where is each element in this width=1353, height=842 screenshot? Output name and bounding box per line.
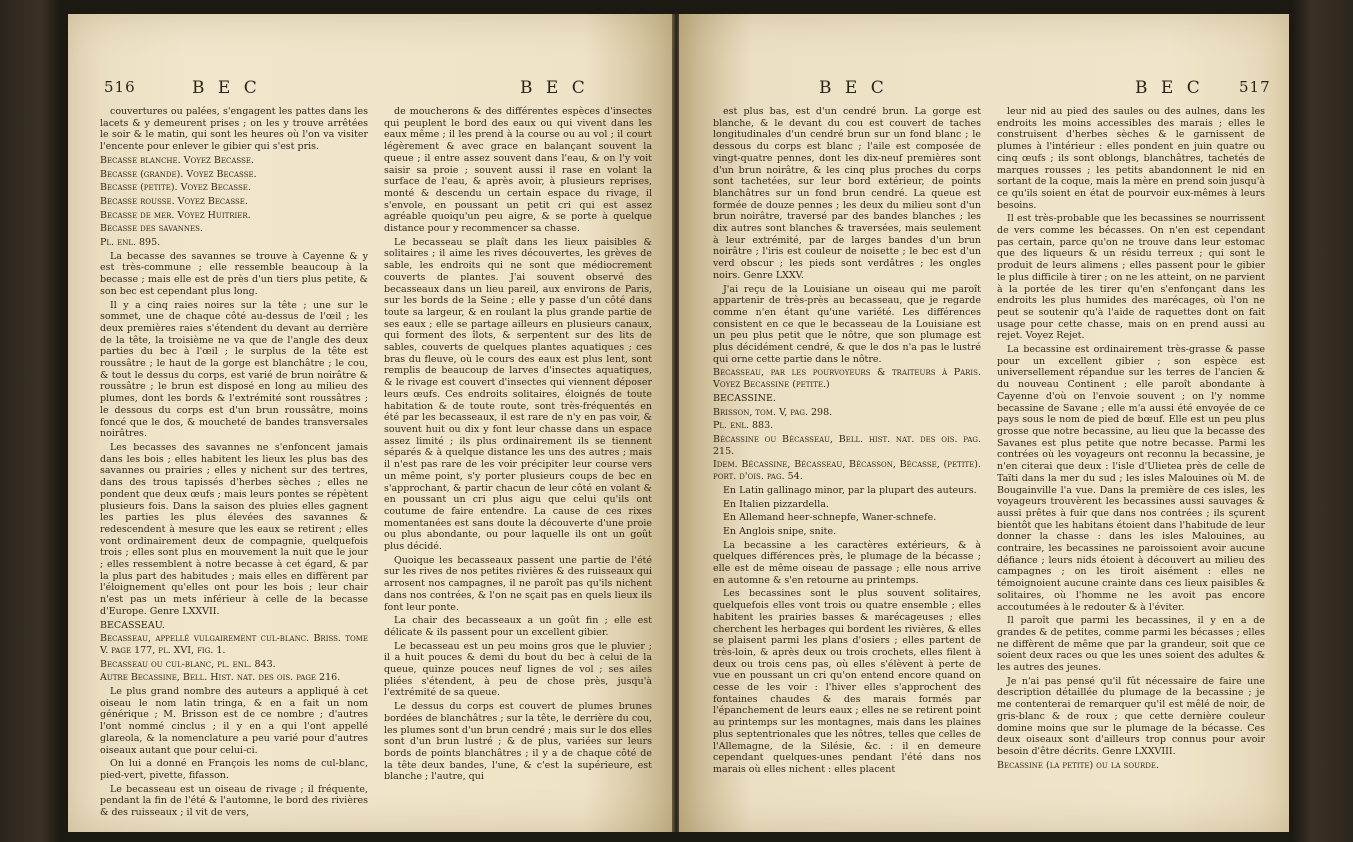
paragraph: Becassine (la petite) ou la sourde. xyxy=(997,759,1160,771)
paragraph: Le becasseau se plaît dans les lieux paisibles & solitaires ; il aime les rives découvertes, les grèves de sable, les endroits qui ne sont que médiocrement couverts de plantes. J'ai souvent observé des becasseaux dans un lieu pareil, aux environs de Paris, sur les bords de la Seine ; elle y passe d'un côté dans toute sa largeur, & en roulant la plus grande partie de ses eaux ; elle se partage ailleurs en plusieurs canaux, qui forment des îlots, & serpentent sur des lits de sables, couverts de quelques plantes aquatiques ; ces bras du fleuve, où le cours des eaux est plus lent, sont remplis de beaucoup de larves d'insectes aquatiques, & le rivage est couvert d'insectes qui viennent déposer leurs œufs. Ces endroits solitaires, éloignés de toute habitation & de toute route, sont très-fréquentés en été par les becasseaux, il est rare de n'y en pas voir, & souvent huit ou dix y font leur chasse dans un espace assez limité ; ils plus ordinairement ils se tiennent séparés & à quelque distance les uns des autres ; mais il n'est pas rare de les voir précipiter leur course vers un même point, s'y porter plusieurs coups de bec en s'approchant, & partir chacun de leur côté en volant & en poussant un cri plus aigu que celui qu'ils ont coutume de faire entendre. La cause de ces rixes momentanées est sans doute la découverte d'une proie ou plus abondante, ou pour laquelle ils ont un goût plus décidé. xyxy=(384,236,652,553)
header-right-word-1: B E C xyxy=(819,78,888,98)
paragraph: La chair des becasseaux a un goût fin ; elle est délicate & ils passent pour un excellent gibier. xyxy=(384,615,652,638)
paragraph: Becasse des savannes. xyxy=(100,223,203,235)
left-page xyxy=(68,14,674,832)
paragraph: Becasseau ou cul-blanc, pl. enl. 843. xyxy=(100,658,276,670)
right-page-column-2 xyxy=(997,106,1265,773)
paragraph: Becasse (grande). Voyez Becasse. xyxy=(100,168,257,180)
paragraph: En Allemand heer-schnepfe, Waner-schnefe. xyxy=(723,512,937,524)
paragraph: Becasse (petite). Voyez Becasse. xyxy=(100,182,251,194)
paragraph: Becasse blanche. Voyez Becasse. xyxy=(100,154,254,166)
paragraph: Idem. Bécassine, Bécasseau, Bécasson, Bécasse, (petite). port. d'ois. pag. 54. xyxy=(713,459,981,483)
header-left-word-2: B E C xyxy=(520,78,589,98)
paragraph: BECASSINE. xyxy=(713,392,776,404)
paragraph: La becassine a les caractères extérieurs, & à quelques différences près, le plumage de la bécasse ; elle est de même oiseau de passage ; elle nous arrive en automne & s'en retourne au printemps. xyxy=(713,539,981,586)
paragraph: couvertures ou palées, s'engagent les pattes dans les lacets & y demeurent prises ; on les y trouve arrêtées le soir & le matin, qui sont les heures où l'on va visiter l'encente pour enlever le gibier qui s'est pris. xyxy=(100,106,368,153)
paragraph: Brisson, tom. V, pag. 298. xyxy=(713,406,833,418)
paragraph: Il y a cinq raies noires sur la tête ; une sur le sommet, une de chaque côté au-dessus de l'œil ; les deux premières raies s'étendent du devant au derrière de la tête, la troisième ne va que de l'angle des deux parties du bec à l'œil ; le surplus de la tête est roussâtre ; le haut de la gorge est blanchâtre ; le cou, & tout le dessus du corps, est varié de brun noirâtre & roussâtre ; le brun est disposé en long au milieu des plumes, dont les bords & l'extrémité sont roussâtres ; le dessous du corps est d'un brun roussâtre, moins foncé que le dos, & moucheté de bandes transversales noirâtres. xyxy=(100,299,368,440)
paragraph: La becassine est ordinairement très-grasse & passe pour un excellent gibier ; son espèce est universellement répandue sur les terres de l'ancien & du nouveau Continent ; elle paroît abondante à Cayenne d'où on l'envoie souvent ; on l'y nomme becassine de Savane ; elle m'a aussi été envoyée de ce pays sous le nom de pied de bœuf. Elle est un peu plus grosse que notre becassine, au lieu que la becasse des Savanes est plus petite que notre becasse. Parmi les contrées où les voyageurs ont reconnu la becassine, je n'en citerai que deux : l'isle d'Ulietea près de celle de Taïti dans la mer du sud ; les isles Malouines où M. de Bougainville l'a vue. Dans la première de ces isles, les voyageurs trouvèrent les becassines aussi sauvages & aussi prêtes à fuir que dans nos contrées ; ils sçurent bientôt que les habitans étoient dans l'habitude de leur donner la chasse : dans les isles Malouines, au contraire, les becassines ne paroissoient avoir aucune défiance ; leurs nids étoient à découvert au milieu des campagnes ; on les tiroit aisément : elles ne témoignoient aucune crainte dans ces lieux paisibles & solitaires, où l'homme ne les avoit pas encore accoutumées à le redouter & à l'éviter. xyxy=(997,344,1265,613)
paragraph: Pl. enl. 883. xyxy=(713,420,774,432)
paragraph: Il est très-probable que les becassines se nourrissent de vers comme les bécasses. On n'en est cependant pas certain, parce qu'on ne trouve dans leur estomac que des liqueurs & un résidu terreux ; qui sont le produit de leurs alimens ; elles passent pour le gibier le plus difficile à tirer ; on ne les atteint, on ne parvient à la portée de les tirer qu'en s'enfonçant dans les endroits les plus humides des marécages, où l'on ne peut se soutenir qu'à l'aide de raquettes dont on fait usage pour cette chasse, mais on en prend aussi au rejet. Voyez Rejet. xyxy=(997,213,1265,342)
paragraph: leur nid au pied des saules ou des aulnes, dans les endroits les moins accessibles des marais ; elles le construisent d'herbes sèches & le garnissent de plumes à l'intérieur : elles pondent en juin quatre ou cinq œufs ; ils sont oblongs, blanchâtres, tachetés de marques rousses ; les petits abandonnent le nid en sortant de la coque, mais la mère en prend soin jusqu'à ce qu'ils soient en état de pourvoir eux-mêmes à leurs besoins. xyxy=(997,106,1265,211)
paragraph: Le becasseau est un oiseau de rivage ; il fréquente, pendant la fin de l'été & l'automne, le bord des rivières & des ruisseaux ; il vit de vers, xyxy=(100,783,368,819)
paragraph: Pl. enl. 895. xyxy=(100,237,161,249)
paragraph: La becasse des savannes se trouve à Cayenne & y est très-commune ; elle ressemble beaucoup à la becasse ; mais elle est de près d'un tiers plus petite, & son bec est cependant plus long. xyxy=(100,250,368,297)
header-right-word-2: B E C xyxy=(1135,78,1204,98)
paragraph: J'ai reçu de la Louisiane un oiseau qui me paroît appartenir de très-près au becasseau, que je regarde comme n'en étant qu'une variété. Les différences consistent en ce que le becasseau de la Louisiane est un peu plus petit que le nôtre, que son plumage est plus décidément cendré, & que le dos n'a pas le lustré qui orne cette partie dans le nôtre. xyxy=(713,283,981,365)
paragraph: Le dessus du corps est couvert de plumes brunes bordées de blanchâtres ; sur la tête, le derrière du cou, les plumes sont d'un brun cendré ; mais sur le dos elles sont d'un brun lustré ; & de plus, variées sur leurs bords de points blanchâtres ; il y a de chaque côté de la tête deux bandes, l'une, & c'est la supérieure, est blanche ; l'autre, qui xyxy=(384,701,652,783)
paragraph: On lui a donné en François les noms de cul-blanc, pied-vert, pivette, fifasson. xyxy=(100,758,368,781)
paragraph: Quoique les becasseaux passent une partie de l'été sur les rives de nos petites rivières & des ruisseaux qui arrosent nos campagnes, il ne paroît pas qu'ils nichent dans nos contrées, & l'on ne sçait pas en quels lieux ils font leur ponte. xyxy=(384,554,652,613)
right-page-column-1 xyxy=(713,106,981,778)
paragraph: est plus bas, est d'un cendré brun. La gorge est blanche, & le devant du cou est couvert de taches longitudinales d'un cendré brun sur un fond blanc ; le dessous du corps est blanc ; l'aile est composée de vingt-quatre pennes, dont les dix-neuf premières sont d'un brun noirâtre, & les cinq plus proches du corps sont tachetées, sur leur bord extérieur, de points blanchâtres sur un fond brun cendré. La queue est formée de douze pennes ; les deux du milieu sont d'un brun noirâtre, traversé par des bandes blanches ; les dix autres sont blanches & traversées, mais seulement à leur extrémité, par de larges bandes d'un brun noirâtre ; l'iris est couleur de noisette ; le bec est d'un verd obscur ; les pieds sont verdâtres ; les ongles noirs. Genre LXXV. xyxy=(713,106,981,281)
page-number-right: 517 xyxy=(1239,78,1271,96)
paragraph: Le plus grand nombre des auteurs a appliqué à cet oiseau le nom latin tringa, & en a fait un nom générique ; M. Brisson est de ce nombre ; d'autres l'ont nommé cinclus ; il y en a qui l'ont appellé glareola, & la nomenclature a peu varié pour d'autres oiseaux autant que pour celui-ci. xyxy=(100,686,368,756)
paragraph: En Anglois snipe, snite. xyxy=(723,525,837,537)
paragraph: Les becassines sont le plus souvent solitaires, quelquefois elles vont trois ou quatre ensemble ; elles habitent les prairies basses & marécageuses ; elles cherchent les herbages qui bordent les rivières, & elles se plaisent parmi les plans d'osiers ; elles partent de très-loin, & après deux ou trois crochets, elles filent à deux ou trois cens pas, où elles s'élèvent à perte de vue en poussant un cri qu'on entend encore quand on cesse de les voir : l'hiver elles s'approchent des fontaines chaudes & des marais formés par l'épanchement de leurs eaux ; elles ne se retirent point au printemps sur les montagnes, mais dans les plaines plus septentrionales que les nôtres, telles que celles de l'Allemagne, de la Silésie, &c. : il en demeure cependant quelques-unes pendant l'été dans nos marais où elles nichent : elles placent xyxy=(713,588,981,775)
left-page-header xyxy=(68,78,674,102)
paragraph: Bécassine ou Bécasseau, Bell. hist. nat. des ois. pag. 215. xyxy=(713,433,981,457)
paragraph: BECASSEAU. xyxy=(100,619,165,631)
paragraph: Il paroît que parmi les becassines, il y en a de grandes & de petites, comme parmi les bécasses ; elles ne diffèrent de même que par la grandeur, soit que ce soient deux races ou que les unes soient des adultes & les autres des jeunes. xyxy=(997,615,1265,674)
paragraph: Autre Becassine, Bell. Hist. nat. des ois. page 216. xyxy=(100,672,341,684)
paragraph: Je n'ai pas pensé qu'il fût nécessaire de faire une description détaillée du plumage de la becassine ; je me contenterai de remarquer qu'il est mêlé de noir, de gris-blanc & de roux ; que cette dernière couleur domine moins que sur le plumage de la bécasse. Ces deux oiseaux sont d'ailleurs trop connus pour avoir besoin d'être décrits. Genre LXXVIII. xyxy=(997,675,1265,757)
paragraph: En Latin gallinago minor, par la plupart des auteurs. xyxy=(723,484,977,496)
left-page-column-2 xyxy=(384,106,652,785)
paragraph: Becasseau, appellé vulgairement cul-blanc. Briss. tome V. page 177, pl. XVI, fig. 1. xyxy=(100,633,368,656)
paragraph: de moucherons & des différentes espèces d'insectes qui peuplent le bord des eaux ou qui vivent dans les eaux même ; il les prend à la course ou au vol ; il court légèrement & avec grace en balançant souvent la queue ; il entre assez souvent dans l'eau, & on l'y voit saisir sa proie ; souvent aussi il rase en volant la surface de l'eau, & après avoir, à plusieurs reprises, monté & descendu un certain espace du rivage, il s'envole, en poussant un petit cri qui est assez agréable quoiqu'un peu aigre, & se porte à quelque distance pour y recommencer sa chasse. xyxy=(384,106,652,235)
paragraph: Becasseau, par les pourvoyeurs & traiteurs à Paris. Voyez Becassine (petite.) xyxy=(713,367,981,391)
right-page xyxy=(679,14,1289,832)
paragraph: Les becasses des savannes ne s'enfoncent jamais dans les bois ; elles habitent les lieux les plus bas des savannes ou prairies ; elles y nichent sur des tertres, dans des trous tapissés d'herbes sèches ; elles ne pondent que deux œufs ; mais leurs pontes se répètent plusieurs fois. Dans la saison des pluies elles gagnent les parties les plus élevées des savannes & redescendent à mesure que les eaux se retirent ; elles vont ordinairement deux de compagnie, quelquefois trois ; elles sont plus en mouvement la nuit que le jour ; elles ressemblent à notre becasse à cet égard, & par la plus part des habitudes ; mais elles en diffèrent par l'éloignement qu'elles ont pour les bois ; leur chair n'est pas un mets inférieur à celle de la becasse d'Europe. Genre LXXVII. xyxy=(100,441,368,617)
paragraph: Becasse rousse. Voyez Becasse. xyxy=(100,195,248,207)
paragraph: Becasse de mer. Voyez Huitrier. xyxy=(100,209,251,221)
left-page-column-1 xyxy=(100,106,368,821)
paragraph: En Italien pizzardella. xyxy=(723,498,829,510)
page-number-left: 516 xyxy=(104,78,136,96)
right-page-header xyxy=(679,78,1289,102)
header-left-word-1: B E C xyxy=(192,78,261,98)
paragraph: Le becasseau est un peu moins gros que le pluvier ; il a huit pouces & demi du bout du bec à celui de la queue, quinze pouces neuf lignes de vol ; ses ailes pliées s'étendent, à peu de chose près, jusqu'à l'extrémité de sa queue. xyxy=(384,640,652,699)
